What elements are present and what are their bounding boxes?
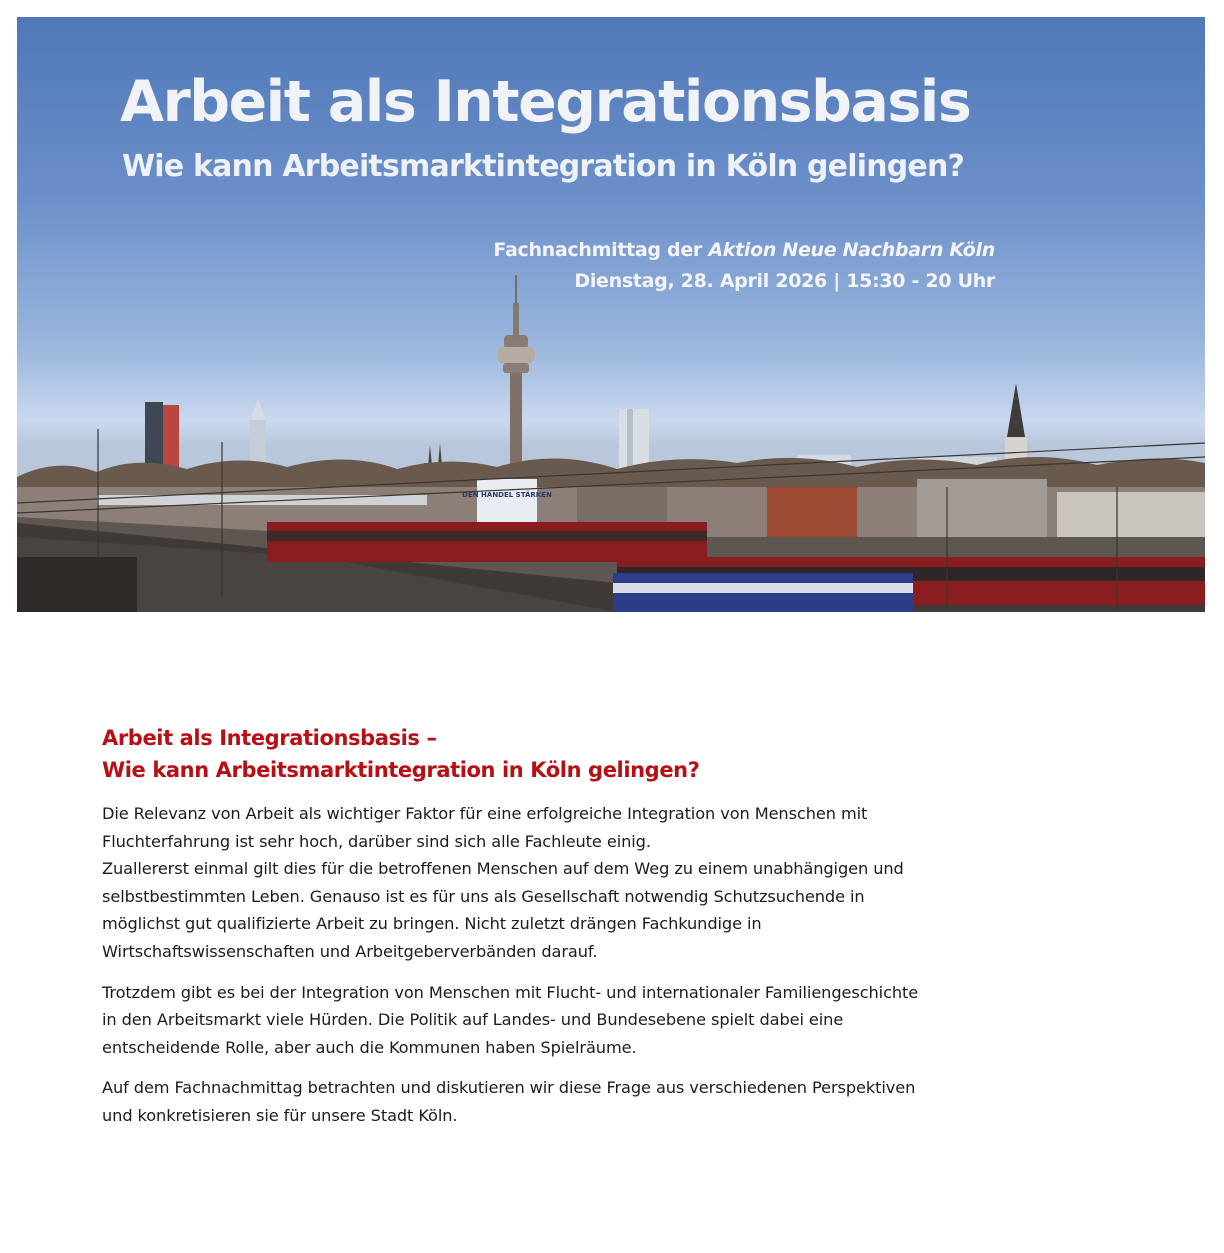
paragraph-2 bbox=[102, 979, 1062, 1062]
article-heading bbox=[102, 722, 1062, 786]
article-heading-line1: Arbeit als Integrationsbasis – bbox=[102, 726, 437, 750]
event-organizer-line bbox=[493, 235, 995, 266]
article-body bbox=[102, 722, 1062, 1143]
paragraph-line: Die Relevanz von Arbeit als wichtiger Faktor für eine erfolgreiche Integration von Menschen mit bbox=[102, 804, 868, 823]
event-info bbox=[493, 235, 995, 297]
event-date: Dienstag, 28. April 2026 | 15:30 - 20 Uhr bbox=[574, 270, 995, 292]
article-heading-line2: Wie kann Arbeitsmarktintegration in Köln gelingen? bbox=[102, 758, 700, 782]
hero-subtitle: Wie kann Arbeitsmarktintegration in Köln gelingen? bbox=[122, 149, 965, 184]
paragraph-line: und konkretisieren sie für unsere Stadt Köln. bbox=[102, 1105, 458, 1125]
paragraph-line: selbstbestimmten Leben. Genauso ist es für uns als Gesellschaft notwendig Schutzsuchende in bbox=[102, 886, 865, 906]
event-organizer: Aktion Neue Nachbarn Köln bbox=[708, 239, 995, 261]
viaduct-arches bbox=[17, 557, 137, 612]
hero-title: Arbeit als Integrationsbasis bbox=[120, 69, 971, 135]
paragraph-line: Trotzdem gibt es bei der Integration von Menschen mit Flucht- und internationaler Familiengeschichte bbox=[102, 982, 919, 1002]
paragraph-line: Zuallererst einmal gilt dies für die betroffenen Menschen auf dem Weg zu einem unabhängigen und bbox=[102, 859, 904, 879]
paragraph-line: Wirtschaftswissenschaften und Arbeitgeberverbänden darauf. bbox=[102, 941, 598, 961]
paragraph-line: in den Arbeitsmarkt viele Hürden. Die Politik auf Landes- und Bundesebene spielt dabei eine bbox=[102, 1010, 844, 1030]
store-sign: DEN HANDEL STÄRKEN bbox=[462, 491, 552, 499]
hero-banner bbox=[17, 17, 1205, 612]
paragraph-line: möglichst gut qualifizierte Arbeit zu bringen. Nicht zuletzt drängen Fachkundige in bbox=[102, 914, 762, 934]
paragraph-line: entscheidende Rolle, aber auch die Kommunen haben Spielräume. bbox=[102, 1037, 637, 1057]
paragraph-line: Fluchterfahrung ist sehr hoch, darüber sind sich alle Fachleute einig. bbox=[102, 831, 651, 851]
paragraph-1 bbox=[102, 800, 1062, 966]
paragraph-3 bbox=[102, 1074, 1062, 1129]
event-prefix: Fachnachmittag der bbox=[493, 239, 702, 261]
tv-tower bbox=[497, 275, 535, 473]
paragraph-line: Auf dem Fachnachmittag betrachten und diskutieren wir diese Frage aus verschiedenen Perspektiven bbox=[102, 1078, 916, 1098]
